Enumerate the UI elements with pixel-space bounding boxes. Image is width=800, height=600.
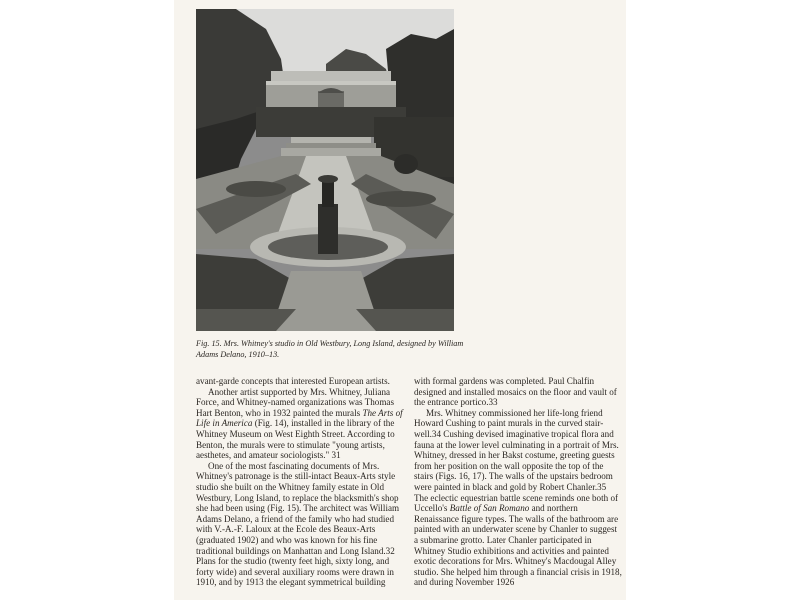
- right-paragraph-1: with formal gardens was completed. Paul Chalfin designed and installed mosaics on the floor and vault of the entrance portico.33: [414, 376, 617, 408]
- left-paragraph-2: Another artist supported by Mrs. Whitney, Juliana Force, and Whitney-named organizations was Thomas Hart Benton, who in 1932 painted the murals The Arts of Life in America (Fig. 14), installed in the library of the Whitney Museum on West Eighth Street. According to Benton, the murals were to stimulate "young artists, aesthetes, and amateur sociologists." 31: [196, 386, 403, 461]
- photo-illustration: [196, 9, 454, 331]
- left-paragraph-3: One of the most fascinating documents of Mrs. Whitney's patronage is the still-intact Beaux-Arts style studio she built on the Whitney family estate in Old Westbury, Long Island, to replace the blacksmith's shop she had been using (Fig. 15). The architect was William Adams Delano, a friend of the family who had studied with V.-A.-F. Laloux at the Ecole des Beaux-Arts (graduated 1902) and who was known for his fine traditional buildings on Manhattan and Long Island.32 Plans for the studio (twenty feet high, sixty long, and forty wide) and several auxiliary rooms were drawn in 1910, and by 1913 the elegant symmetrical building: [196, 460, 400, 588]
- left-text-column: [196, 376, 406, 588]
- book-page: [174, 0, 626, 600]
- right-text-column: [414, 376, 622, 588]
- painting-title: Battle of San Romano: [449, 503, 530, 514]
- artwork-title: The Arts of Life in America: [196, 407, 403, 429]
- figure-caption: Fig. 15. Mrs. Whitney's studio in Old Westbury, Long Island, designed by William Adams Delano, 1910–13.: [196, 339, 464, 359]
- right-paragraph-2: Mrs. Whitney commissioned her life-long friend Howard Cushing to paint murals in the curved stair-well.34 Cushing devised imaginative tropical flora and fauna at the lower level culminating in a portrait of Mrs. Whitney, dressed in her Bakst costume, greeting guests from her position on the wall opposite the top of the stairs (Figs. 16, 17). The walls of the upstairs bedroom were painted in black and gold by Robert Chanler.35 The eclectic equestrian battle scene reminds one both of Uccello's Battle of San Romano and northern Renaissance figure types. The walls of the bathroom are painted with an underwater scene by Chanler to suggest a submarine grotto. Later Chanler participated in Whitney Studio exhibitions and activities and painted exotic decorations for Mrs. Whitney's Macdougal Alley studio. She helped him through a financial crisis in 1918, and during November 1926: [414, 407, 622, 588]
- left-paragraph-1: avant-garde concepts that interested European artists.: [196, 376, 390, 386]
- garden-studio-photo: [196, 9, 454, 331]
